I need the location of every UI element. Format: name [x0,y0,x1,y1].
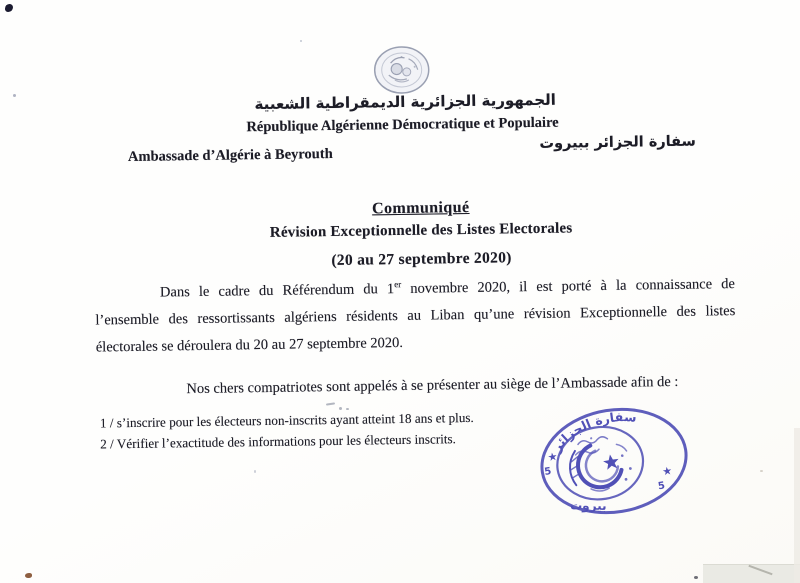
stamp-star-left-icon: ★ [546,450,559,465]
scan-edge-artifact [694,576,698,579]
stamp-star-right-icon: ★ [661,465,674,479]
republic-name-french: République Algérienne Démocratique et Populaire [246,114,559,136]
stamp-arc-text: سفارة الجزائر [548,408,638,455]
scan-speck [300,40,302,42]
state-emblem-icon [370,44,433,95]
p1-text-before-sup: Dans le cadre du Référendum du 1 [159,281,395,301]
ordinal-superscript: er [394,279,402,290]
republic-name-arabic: الجمهورية الجزائرية الديمقراطية الشعبية [254,90,556,114]
scan-speck [13,94,16,97]
paragraph-line-3: électorales se déroulera du 20 au 27 septembre 2020. [95,334,404,356]
list-item-register: 1 / s’inscrire pour les électeurs non-inscrits ayant atteint 18 ans et plus. [99,409,474,431]
scan-speck [254,470,256,473]
paragraph-invitation: Nos chers compatriotes sont appelés à se présenter au siège de l’Ambassade afin de : [186,373,679,398]
stamp-bottom-text: بيروت [570,498,607,513]
p1-text-after-sup: novembre 2020, il est porté à la connaissance de [401,276,736,297]
paragraph-referendum [95,271,736,361]
embassy-name-french: Ambassade d’Algérie à Beyrouth [127,145,333,166]
title-block [21,193,800,275]
stamp-numeral-right: 5 [657,480,666,493]
communique-heading: Communiqué [371,198,470,218]
scan-edge-artifact [794,428,800,583]
list-item-verify: 2 / Vérifier l’exactitude des informations pour les électeurs inscrits. [100,431,457,452]
pencil-smudge [326,402,352,411]
stamp-numeral-left: 5 [543,465,553,478]
communique-subheading: Révision Exceptionnelle des Listes Electorales [269,220,573,241]
scan-speck [760,470,763,472]
embassy-name-arabic: سفارة الجزائر ببيروت [539,133,696,152]
paragraph-line-2: l’ensemble des ressortissants algériens résidents au Liban qu’une révision Exceptionnelle des listes [95,303,736,329]
ink-speck [25,573,32,578]
communique-date-range: (20 au 27 septembre 2020) [331,249,512,270]
